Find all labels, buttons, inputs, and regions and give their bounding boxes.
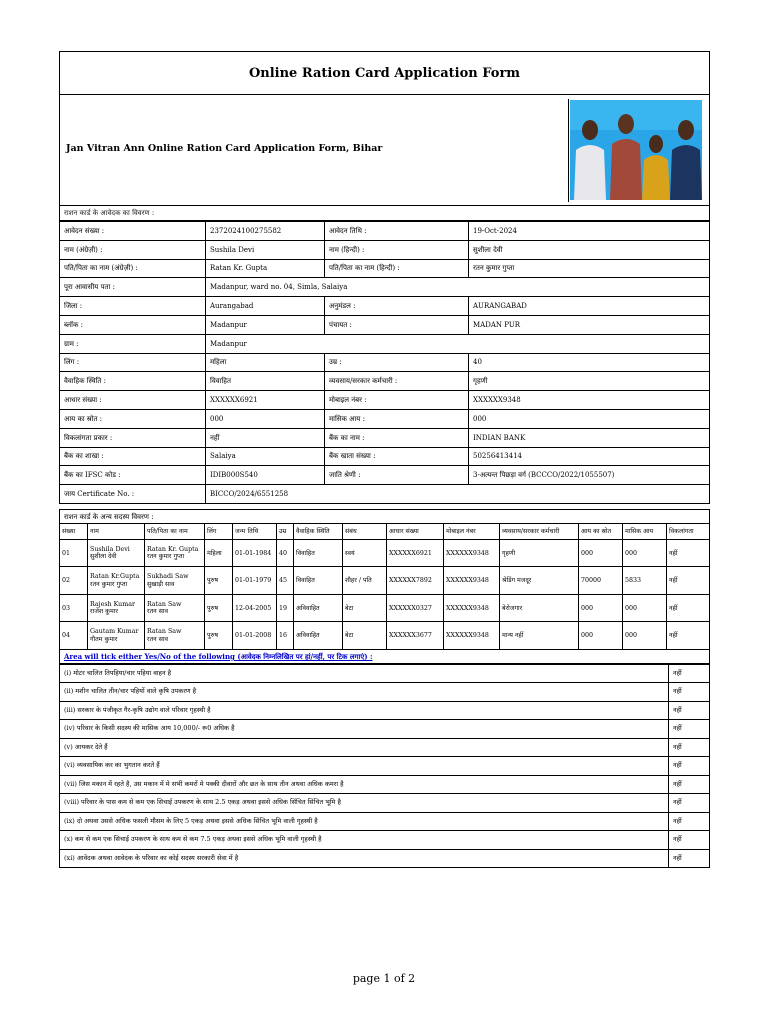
table-cell: Ratan Saw रतन साव	[145, 594, 205, 622]
question-text: (vi) व्यवसायिक कर का भुगतान करते हैं	[60, 757, 669, 776]
field-label: व्यवसाय/सरकार कर्मचारी :	[325, 372, 469, 391]
question-answer: नहीं	[669, 720, 710, 739]
question-text: (iii) सरकार के पंजीकृत गैर-कृषि उद्योग वाले परिवार गृहस्थी है	[60, 701, 669, 720]
field-label: आय का स्रोत :	[60, 409, 206, 428]
field-label: नाम (हिन्दी) :	[325, 240, 469, 259]
questions-header	[59, 650, 710, 664]
question-text: (viii) परिवार के पास कम से कम एक सिचाई उपकरण के साथ 2.5 एकड़ अथवा इससे अधिक सिंचित सिंचित भूमि है	[60, 794, 669, 813]
field-value: MADAN PUR	[469, 315, 710, 334]
column-header: आय का स्रोत	[579, 523, 623, 539]
table-cell: XXXXXX3677	[387, 622, 444, 650]
field-label: नाम (अंग्रेज़ी) :	[60, 240, 206, 259]
field-value: 3-अत्यन्त पिछड़ा वर्ग (BCCCO/2022/1055507)	[469, 466, 710, 485]
table-cell: बेटा	[343, 622, 387, 650]
question-answer: नहीं	[669, 794, 710, 813]
column-header: पति/पिता का नाम	[145, 523, 205, 539]
table-cell: नहीं	[667, 622, 710, 650]
field-value: Sushila Devi	[206, 240, 325, 259]
question-text: (vii) जिस मकान में रहते है, उस मकान में मे सभी कमरों मे पक्की दीवारों और छत के साथ तीन अथवा अधिक कमरा है	[60, 775, 669, 794]
table-cell: मान्य नहीं	[500, 622, 579, 650]
field-value: AURANGABAD	[469, 297, 710, 316]
table-cell: गृहणी	[500, 539, 579, 567]
table-cell: विवाहित	[294, 567, 343, 595]
applicant-row	[60, 466, 710, 485]
applicant-row	[60, 447, 710, 466]
applicant-section-label: राशन कार्ड के आवेदक का विवरण :	[59, 206, 710, 221]
field-label: पति/पिता का नाम (अंग्रेज़ी) :	[60, 259, 206, 278]
table-cell: 000	[579, 539, 623, 567]
table-cell: नहीं	[667, 539, 710, 567]
table-cell: 5833	[623, 567, 667, 595]
applicant-row	[60, 334, 710, 353]
field-value: INDIAN BANK	[469, 428, 710, 447]
table-cell: नहीं	[667, 567, 710, 595]
column-header: नाम	[88, 523, 145, 539]
question-text: (ii) मशीन चालित तीन/चार पहियों वाले कृषि उपकरण है	[60, 683, 669, 702]
table-cell: 02	[60, 567, 88, 595]
questions-header-text: Area will tick either Yes/No of the following (आवेदक निम्नलिखित पर हां/नहीं, पर टिक लगाएं) :	[64, 651, 373, 661]
question-row	[60, 794, 710, 813]
field-value: IDIB000S540	[206, 466, 325, 485]
field-value: विवाहित	[206, 372, 325, 391]
field-label: बैंक का शाखा :	[60, 447, 206, 466]
field-label: जाय Certificate No. :	[60, 485, 206, 504]
applicant-row	[60, 278, 710, 297]
column-header: उम्र	[277, 523, 294, 539]
table-cell: 000	[623, 594, 667, 622]
column-header: मोबाइल नंबर	[444, 523, 500, 539]
table-cell: पुरुष	[205, 594, 233, 622]
table-cell: 12-04-2005	[233, 594, 277, 622]
question-text: (x) कम से कम एक सिचाई उपकरण के साथ कम से कम 7.5 एकड़ अथवा इससे अधिक भूमि वाली गृहस्थी है	[60, 831, 669, 850]
field-label: जाति श्रेणी :	[325, 466, 469, 485]
table-cell: XXXXXX0327	[387, 594, 444, 622]
table-cell: 16	[277, 622, 294, 650]
field-label: जिला :	[60, 297, 206, 316]
question-answer: नहीं	[669, 757, 710, 776]
form-subtitle: Jan Vitran Ann Online Ration Card Application Form, Bihar	[66, 143, 383, 154]
column-header: मासिक आय	[623, 523, 667, 539]
field-label: पूरा आवासीय पता :	[60, 278, 206, 297]
form-page	[59, 51, 710, 868]
column-header: जन्म तिथि	[233, 523, 277, 539]
table-cell: 000	[579, 594, 623, 622]
applicant-row	[60, 372, 710, 391]
question-answer: नहीं	[669, 812, 710, 831]
eligibility-questions-table	[59, 664, 710, 869]
applicant-row	[60, 297, 710, 316]
field-value: Madanpur	[206, 334, 710, 353]
table-cell: बेरोजगार	[500, 594, 579, 622]
table-cell: 70000	[579, 567, 623, 595]
table-cell: XXXXXX6921	[387, 539, 444, 567]
table-cell: 03	[60, 594, 88, 622]
question-answer: नहीं	[669, 664, 710, 683]
question-row	[60, 757, 710, 776]
page-number: page 1 of 2	[352, 972, 416, 985]
table-cell: Gautam Kumar गौतम कुमार	[88, 622, 145, 650]
table-cell: पुरुष	[205, 567, 233, 595]
field-value: 23720241002755​82	[206, 222, 325, 241]
field-label: बैंक का IFSC कोड :	[60, 466, 206, 485]
question-answer: नहीं	[669, 775, 710, 794]
field-value: 50256413414	[469, 447, 710, 466]
table-cell: 04	[60, 622, 88, 650]
field-label: पंचायत :	[325, 315, 469, 334]
column-header: लिंग	[205, 523, 233, 539]
applicant-row	[60, 222, 710, 241]
applicant-details-table	[59, 221, 710, 504]
question-text: (i) मोटर चालित तिपहिया/चार पहिया वाहन है	[60, 664, 669, 683]
table-cell: विवाहित	[294, 539, 343, 567]
table-cell: XXXXXX9348	[444, 622, 500, 650]
field-label: ब्लॉक :	[60, 315, 206, 334]
table-cell: XXXXXX9348	[444, 567, 500, 595]
applicant-row	[60, 315, 710, 334]
question-answer: नहीं	[669, 683, 710, 702]
applicant-row	[60, 391, 710, 410]
question-row	[60, 775, 710, 794]
field-value: रतन कुमार गुप्ता	[469, 259, 710, 278]
question-row	[60, 664, 710, 683]
question-answer: नहीं	[669, 831, 710, 850]
field-label: आवेदन संख्या :	[60, 222, 206, 241]
table-cell: 000	[623, 622, 667, 650]
table-cell: 19	[277, 594, 294, 622]
table-cell: Ratan Saw रतन साव	[145, 622, 205, 650]
field-label: पति/पिता का नाम (हिन्दी) :	[325, 259, 469, 278]
field-value: 000	[206, 409, 325, 428]
field-value: Aurangabad	[206, 297, 325, 316]
field-label: आवेदन तिथि :	[325, 222, 469, 241]
field-label: बैंक का नाम :	[325, 428, 469, 447]
field-value: Madanpur, ward no. 04, Simla, Salaiya	[206, 278, 710, 297]
field-label: मोबाइल नंबर :	[325, 391, 469, 410]
question-row	[60, 720, 710, 739]
table-cell: 40	[277, 539, 294, 567]
field-label: लिंग :	[60, 353, 206, 372]
applicant-row	[60, 240, 710, 259]
table-cell: Ratan Kr.Gupta रतन कुमार गुप्ता	[88, 567, 145, 595]
family-member-row	[60, 622, 710, 650]
field-value: महिला	[206, 353, 325, 372]
family-member-row	[60, 594, 710, 622]
table-cell: 01-01-2008	[233, 622, 277, 650]
table-cell: XXXXXX9348	[444, 539, 500, 567]
question-text: (iv) परिवार के किसी सदस्य की मासिक आय 10,000/- रू0 अधिक है	[60, 720, 669, 739]
field-value: Ratan Kr. Gupta	[206, 259, 325, 278]
table-cell: शौहर / पति	[343, 567, 387, 595]
table-cell: XXXXXX9348	[444, 594, 500, 622]
applicant-row	[60, 409, 710, 428]
field-value: नहीं	[206, 428, 325, 447]
question-row	[60, 701, 710, 720]
table-cell: श्रेडिंग मजदूर	[500, 567, 579, 595]
family-members-table	[59, 523, 710, 650]
table-cell: 45	[277, 567, 294, 595]
form-header	[59, 95, 710, 206]
field-value: सुशीला देवी	[469, 240, 710, 259]
question-answer: नहीं	[669, 701, 710, 720]
field-value: XXXXXX6921	[206, 391, 325, 410]
field-label: मासिक आय :	[325, 409, 469, 428]
table-cell: 000	[579, 622, 623, 650]
applicant-row	[60, 428, 710, 447]
field-value: Salaiya	[206, 447, 325, 466]
question-row	[60, 683, 710, 702]
field-label: ग्राम :	[60, 334, 206, 353]
question-text: (v) आयकर देते हैं	[60, 738, 669, 757]
table-cell: स्वयं	[343, 539, 387, 567]
field-value: 19-Oct-2024	[469, 222, 710, 241]
column-header: संख्या	[60, 523, 88, 539]
form-title: Online Ration Card Application Form	[59, 51, 710, 95]
field-label: विकलांगता प्रकार :	[60, 428, 206, 447]
family-photo	[568, 99, 702, 202]
field-value: 40	[469, 353, 710, 372]
table-cell: अविवाहित	[294, 622, 343, 650]
column-header: वैवाहिक स्थिति	[294, 523, 343, 539]
table-cell: पुरुष	[205, 622, 233, 650]
field-value: गृहणी	[469, 372, 710, 391]
question-row	[60, 849, 710, 868]
field-label: अनुमंडल :	[325, 297, 469, 316]
question-answer: नहीं	[669, 738, 710, 757]
table-cell: Sushila Devi सुशीला देवी	[88, 539, 145, 567]
applicant-row	[60, 259, 710, 278]
family-section	[59, 509, 710, 650]
table-cell: बेटा	[343, 594, 387, 622]
question-text: (xi) आवेदक अथवा आवेदक के परिवार का कोई सदस्य सरकारी सेवा में है	[60, 849, 669, 868]
question-row	[60, 831, 710, 850]
field-value: Madanpur	[206, 315, 325, 334]
family-member-row	[60, 567, 710, 595]
table-cell: 01	[60, 539, 88, 567]
table-cell: महिला	[205, 539, 233, 567]
field-label: उम्र :	[325, 353, 469, 372]
field-value: XXXXXX9348	[469, 391, 710, 410]
table-cell: Sukhadi Saw सुखाड़ी साव	[145, 567, 205, 595]
table-cell: Rajesh Kumar राजेश कुमार	[88, 594, 145, 622]
field-value: 000	[469, 409, 710, 428]
table-cell: अविवाहित	[294, 594, 343, 622]
field-value: BICCO/2024/6551258	[206, 485, 710, 504]
table-cell: Ratan Kr. Gupta रतन कुमार गुप्ता	[145, 539, 205, 567]
question-answer: नहीं	[669, 849, 710, 868]
field-label: आधार संख्या :	[60, 391, 206, 410]
applicant-row	[60, 485, 710, 504]
field-label: बैंक खाता संख्या :	[325, 447, 469, 466]
field-label: वैवाहिक स्थिति :	[60, 372, 206, 391]
column-header: व्यवसाय/सरकार कर्मचारी	[500, 523, 579, 539]
column-header: आधार संख्या	[387, 523, 444, 539]
table-cell: नहीं	[667, 594, 710, 622]
question-row	[60, 812, 710, 831]
table-cell: XXXXXX7892	[387, 567, 444, 595]
question-row	[60, 738, 710, 757]
column-header: संबंध	[343, 523, 387, 539]
applicant-row	[60, 353, 710, 372]
family-section-label: राशन कार्ड के अन्य सदस्य विवरण :	[59, 509, 710, 523]
family-member-row	[60, 539, 710, 567]
table-cell: 01-01-1984	[233, 539, 277, 567]
table-cell: 000	[623, 539, 667, 567]
question-text: (ix) दो अथवा उससे अधिक फसली मौसम के लिए 5 एकड़ अथवा इससे अधिक सिंचित भूमि वाली गृहस्थी है	[60, 812, 669, 831]
table-cell: 01-01-1979	[233, 567, 277, 595]
column-header: विकलांगता	[667, 523, 710, 539]
